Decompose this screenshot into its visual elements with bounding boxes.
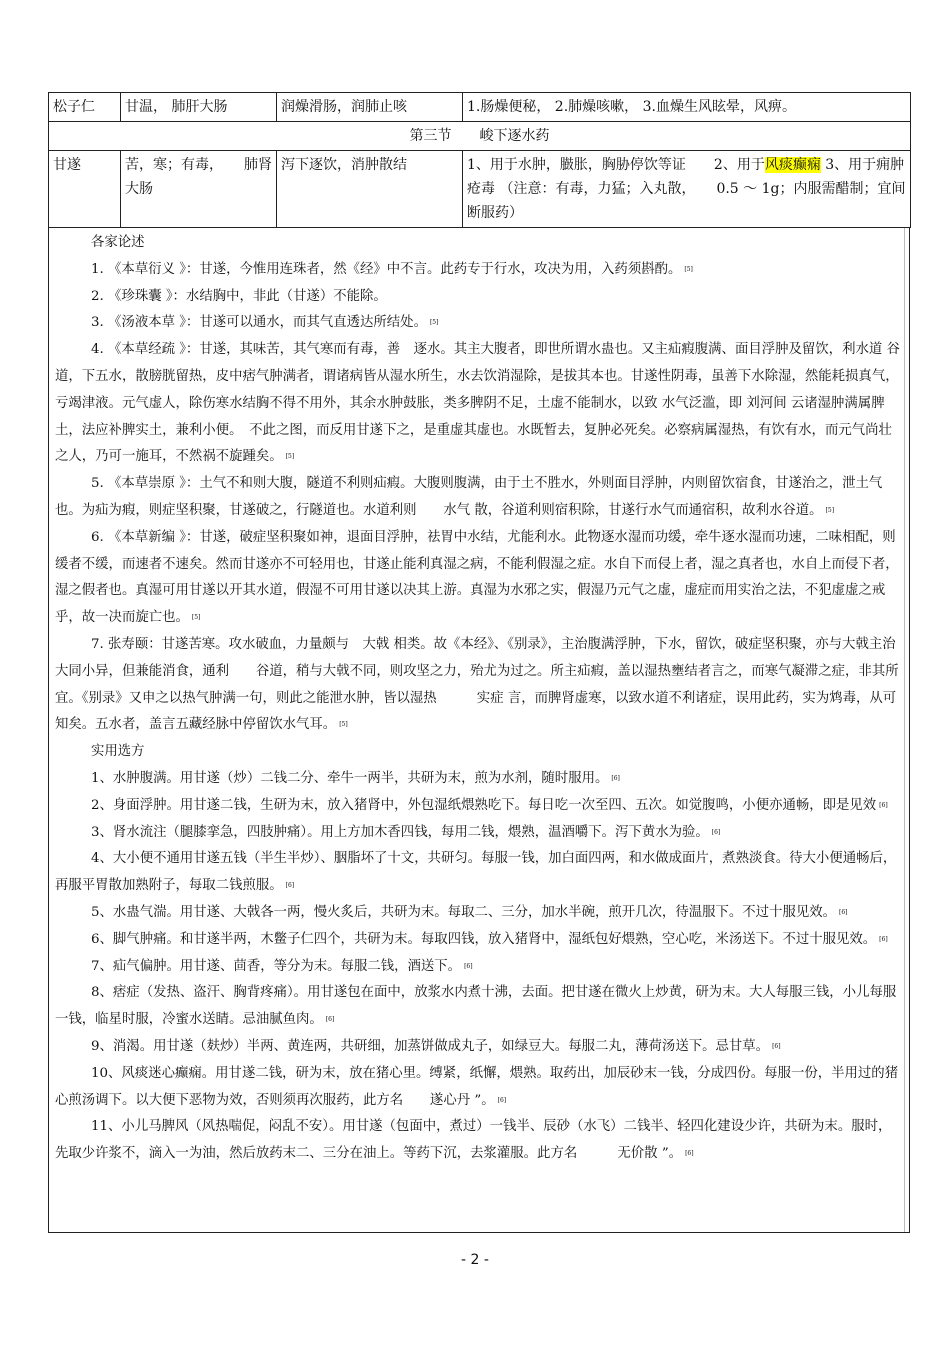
herb-name: 松子仁 <box>49 93 121 122</box>
prescription: 10、风痰迷心癫痫。用甘遂二钱，研为末，放在猪心里。缚紧，纸懈，煨熟。取药出，加辰砂末一钱，分成四份。每服一份，半用过的猪心煎汤调下。以大便下恶物为效，否则须再次服药，此方名 遂心丹 ”。 [6] <box>55 1065 899 1108</box>
inner-rule <box>904 228 905 1232</box>
prescription: 7、疝气偏肿。用甘遂、茴香，等分为末。每服二钱，酒送下。 [6] <box>91 958 473 974</box>
prescription: 4、大小便不通用甘遂五钱（半生半炒）、胭脂坏了十文，共研匀。每服一钱，加白面四两，和水做成面片，煮熟淡食。待大小便通畅后，再服平胃散加熟附子，每取二钱煎服。 [6] <box>55 851 897 894</box>
paragraph: 4. 《本草经疏 》：甘遂，其味苦，其气寒而有毒，善 逐水。其主大腹者，即世所谓水蛊也。又主疝瘕腹满、面目浮肿及留饮，利水道 谷道，下五水，散膀胱留热，皮中痞气肿满者，谓诸病皆从湿水所生，水去饮消湿除，是拔其本也。甘遂性阴毒，虽善下水除湿，然能耗损真气，亏竭津液。元气虚人，除伤寒水结胸不得不用外，其余水肿鼓胀，类多脾阴不足，土虚不能制水，以致 水气泛滥，即 刘河间 云诸湿肿满属脾土，法应补脾实土，兼利小便。 不此之图，而反用甘遂下之，是重虚其虚也。水既暂去，复肿必死矣。必察病属湿热，有饮有水，而元气尚壮之人，乃可一施耳，不然祸不旋踵矣。 [5] <box>55 342 900 465</box>
discussion-box <box>48 228 910 1233</box>
table-row-songziren <box>49 93 911 122</box>
herb-function: 泻下逐饮，消肿散结 <box>277 151 463 228</box>
section-row <box>49 122 911 151</box>
highlighted-text: 风痰癫痫 <box>764 157 821 173</box>
herb-nature: 甘温， 肺肝大肠 <box>121 93 277 122</box>
prescription: 11、小儿马脾风（风热喘促，闷乱不安）。用甘遂（包面中，煮过）一钱半、辰砂（水飞）二钱半、轻四化建设少许，共研为末。服时，先取少许浆不，滴入一为油，然后放药末二、三分在油上。等药下沉，去浆灌服。此方名 无价散 ”。 [6] <box>55 1119 892 1162</box>
paragraph: 3. 《汤液本草 》：甘遂可以通水，而其气直透达所结处。 [5] <box>91 315 439 331</box>
citation-ref: [6] <box>839 908 848 916</box>
citation-ref: [6] <box>879 935 888 943</box>
page-number: - 2 - <box>461 1252 489 1268</box>
citation-ref: [5] <box>684 265 693 273</box>
citation-ref: [6] <box>611 774 620 782</box>
citation-ref: [6] <box>685 1150 694 1158</box>
herb-indication <box>463 151 911 228</box>
citation-ref: [5] <box>429 319 439 327</box>
document-page <box>48 92 910 1233</box>
paragraph: 6. 《本草新编 》：甘遂，破症坚积聚如神，退面目浮肿，祛胃中水结，尤能利水。此物逐水湿而功缓，牵牛逐水湿而功速，二味相配，则缓者不缓，而速者不速矣。然而甘遂亦不可轻用也，甘遂止能利真湿之病，不能利假湿之症。水自下而侵上者，湿之真者也，水自上而侵下者，湿之假者也。真湿可用甘遂以开其水道，假湿不可用甘遂以决其上游。真湿为水邪之实，假湿乃元气之虚，虚症而用实治之法，不犯虚虚之戒乎，故一决而旋亡也。 [5] <box>55 529 899 626</box>
citation-ref: [5] <box>825 506 835 514</box>
prescription: 9、消渴。用甘遂（麸炒）半两、黄连两，共研细，加蒸饼做成丸子，如绿豆大。每服二丸，薄荷汤送下。忌甘草。 [6] <box>91 1038 781 1054</box>
citation-ref: [6] <box>711 828 721 836</box>
heading-prescriptions: 实用选方 <box>91 744 145 760</box>
citation-ref: [5] <box>339 721 348 729</box>
herb-table <box>48 92 911 228</box>
citation-ref: [6] <box>285 882 295 890</box>
discussion-text <box>49 228 909 1168</box>
prescription: 8、痞症（发热、盗汗、胸背疼痛）。用甘遂包在面中，放浆水内煮十沸，去面。把甘遂在微火上炒黄，研为末。大人每服三钱，小儿每服一钱，临星时服，冷蜜水送睛。忌油腻鱼肉。 [6] <box>55 985 897 1028</box>
citation-ref: [5] <box>285 453 295 461</box>
section-title: 第三节 峻下逐水药 <box>49 122 911 151</box>
citation-ref: [6] <box>879 801 888 809</box>
citation-ref: [5] <box>191 614 201 622</box>
herb-indication: 1.肠燥便秘， 2.肺燥咳嗽， 3.血燥生风眩晕，风痹。 <box>463 93 911 122</box>
prescription: 3、肾水流注（腿膝挛急，四肢肿痛）。用上方加木香四钱，每用二钱，煨熟，温酒嚼下。泻下黄水为验。 [6] <box>91 824 721 840</box>
paragraph: 7. 张寿颐：甘遂苦寒。攻水破血，力量颇与 大戟 相类。故《本经》、《别录》，主治腹满浮肿，下水，留饮，破症坚积聚，亦与大戟主治大同小异，但兼能消食，通利 谷道，稍与大戟不同，则攻坚之力，殆尤为过之。所主疝瘕，盖以湿热壅结者言之，而寒气凝滞之症，非其所宜。《别录》又申之以热气肿满一句，则此之能泄水肿，皆以湿热 实症 言，而脾肾虚寒，以致水道不利诸症，误用此药，实为鸩毒，从可知矣。五水者，盖言五藏经脉中停留饮水气耳。 [5] <box>55 636 899 733</box>
heading-discussions: 各家论述 <box>91 235 145 250</box>
citation-ref: [6] <box>772 1042 781 1050</box>
prescription: 5、水蛊气湍。用甘遂、大戟各一两，慢火炙后，共研为末。每取二、三分，加水半碗，煎开几次，待温服下。不过十服见效。 [6] <box>91 904 848 920</box>
citation-ref: [6] <box>464 962 473 970</box>
prescription: 1、水肿腹满。用甘遂（炒）二钱二分、牵牛一两半，共研为末，煎为水剂，随时服用。 [6] <box>91 770 620 786</box>
herb-function: 润燥滑肠，润肺止咳 <box>277 93 463 122</box>
indication-text: 1、用于水肿，臌胀，胸胁停饮等证 2、用于 <box>467 157 765 173</box>
citation-ref: [6] <box>325 1016 335 1024</box>
prescription: 6、脚气肿痛。和甘遂半两，木鳖子仁四个，共研为末。每取四钱，放入猪肾中，湿纸包好煨熟，空心吃，米汤送下。不过十服见效。 [6] <box>91 931 888 947</box>
herb-nature: 苦，寒；有毒， 肺肾大肠 <box>121 151 277 228</box>
citation-ref: [6] <box>497 1096 507 1104</box>
paragraph: 5. 《本草崇原 》：土气不和则大腹，隧道不利则疝瘕。大腹则腹满，由于土不胜水，外则面目浮肿，内则留饮宿食，甘遂治之，泄土气也。为疝为瘕，则症坚积聚，甘遂破之，行隧道也。水道利则 水气 散，谷道利则宿积除，甘遂行水气而通宿积，故利水谷道。 [5] <box>55 476 883 518</box>
paragraph: 1. 《本草衍义 》：甘遂，今惟用连珠者，然《经》中不言。此药专于行水，攻决为用，入药须斟酌。 [5] <box>91 261 693 277</box>
table-row-gansui <box>49 151 911 228</box>
herb-name: 甘遂 <box>49 151 121 228</box>
paragraph: 2. 《珍珠囊 》：水结胸中，非此（甘遂）不能除。 <box>91 288 387 304</box>
indication-text: 3、用于痈肿疮毒 （注意：有毒，力猛；入丸散， 0.5 ～ 1g；内服需醋制；宜间断服药） <box>467 157 906 221</box>
prescription: 2、身面浮肿。用甘遂二钱，生研为末，放入猪肾中，外包湿纸煨熟吃下。每日吃一次至四、五次。如觉腹鸣，小便亦通畅，即是见效 [6] <box>91 797 888 813</box>
